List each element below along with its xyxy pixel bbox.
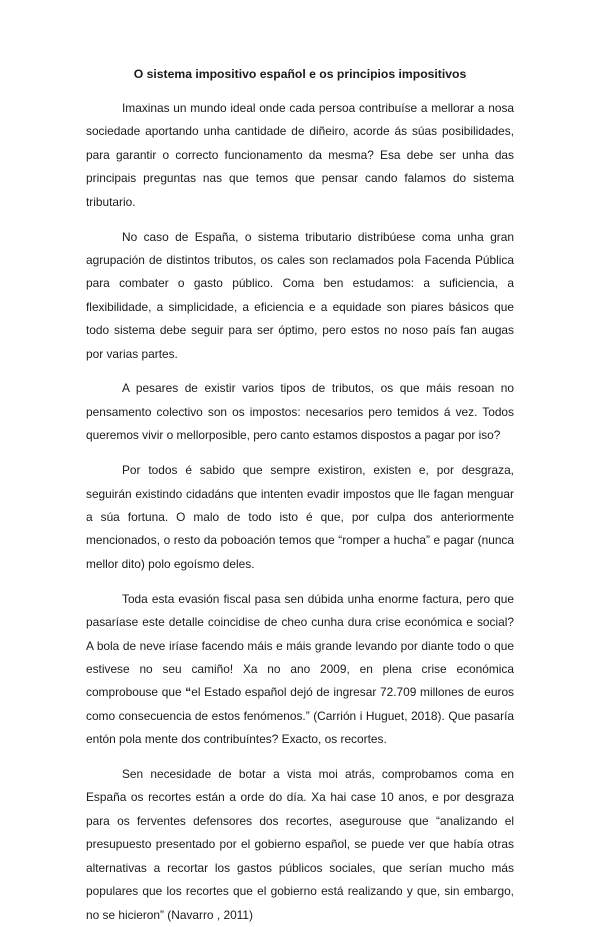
paragraph-5-after: el Estado español dejó de ingresar 72.709 millones de euros como consecuencia de estos fenómenos.” (Carrión i Huguet, 2018). Que pasaría entón pola mente dos contribuíntes? Exacto, os recortes. [86,685,515,747]
paragraph-2: No caso de España, o sistema tributario distribúese coma unha gran agrupación de distintos tributos, os cales son reclamados pola Facenda Pública para combater o gasto público. Coma ben estudamos: a suficiencia, a flexibilidade, a simplicidade, a eficiencia e a equidade son piares básicos que todo sistema debe seguir para ser óptimo, pero estos no noso país fan augas por varias partes. [86,229,514,361]
paragraph-4: Por todos é sabido que sempre existiron, existen e, por desgraza, seguirán existindo cidadáns que intenten evadir impostos que lle fagan menguar a súa fortuna. O malo de todo isto é que, por culpa dos anteriormente mencionados, o resto da poboación temos que “romper a hucha” e pagar (nunca mellor dito) polo egoísmo deles. [86,463,514,571]
paragraph-6: Sen necesidade de botar a vista moi atrás, comprobamos coma en España os recortes están a orde do día. Xa hai case 10 anos, e por desgraza para os ferventes defensores dos recortes, asegurouse que “analizando el presupuesto presentado por el gobierno español, se puede ver que había otras alternativas a recortar los gastos públicos sociales, que serían mucho más populares que los recortes que el gobierno está realizando y que, sin embargo, no se hicieron” (Navarro , 2011) [86,767,514,922]
paragraph-5-bold-quote: “ [185,685,192,700]
paragraph-5-before: Toda esta evasión fiscal pasa sen dúbida unha enorme factura, pero que pasaríase este detalle coincidise de cheo cunha dura crise económica e social? A bola de neve iríase facendo máis e máis grande levando por diante todo o que estivese no seu camiño! Xa no ano 2009, en plena crise económica comprobouse que [86,591,514,700]
paragraph-1: Imaxinas un mundo ideal onde cada persoa contribuíse a mellorar a nosa sociedade aportando unha cantidade de diñeiro, acorde ás súas posibilidades, para garantir o correcto funcionamento da mesma? Esa debe ser unha das principais preguntas nas que temos que pensar cando falamos do sistema tributario. [86,101,514,209]
document-title: O sistema impositivo español e os principios impositivos [133,67,467,81]
paragraph-3: A pesares de existir varios tipos de tributos, os que máis resoan no pensamento colectivo son os impostos: necesarios pero temidos á vez. Todos queremos vivir o mellorposible, pero canto estamos dispostos a pagar por iso? [86,381,514,443]
paragraph-5 [86,588,514,752]
